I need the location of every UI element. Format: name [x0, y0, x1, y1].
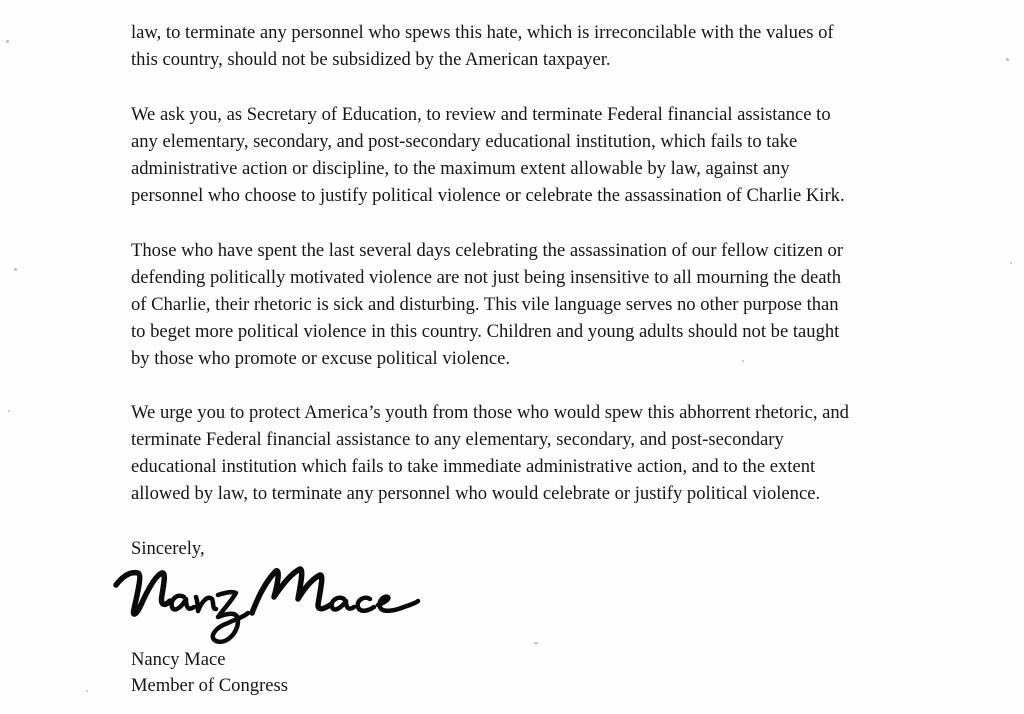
paragraph-line: to beget more political violence in this country. Children and young adults should not be taught [131, 321, 840, 342]
paragraph-line: law, to terminate any personnel who spews this hate, which is irreconcilable with the values of [131, 22, 834, 43]
paragraph-line: We ask you, as Secretary of Education, to review and terminate Federal financial assistance to [131, 104, 831, 125]
signer-title: Member of Congress [131, 675, 288, 696]
paragraph-line: Those who have spent the last several days celebrating the assassination of our fellow citizen or [131, 240, 844, 261]
paragraph-4 [131, 399, 961, 507]
scan-speck [8, 410, 10, 412]
paragraph-line: personnel who choose to justify political violence or celebrate the assassination of Charlie Kirk. [131, 185, 845, 206]
paragraph-line: administrative action or discipline, to the maximum extent allowable by law, against any [131, 158, 790, 179]
paragraph-line: allowed by law, to terminate any personnel who would celebrate or justify political violence. [131, 483, 821, 504]
paragraph-line: any elementary, secondary, and post-secondary educational institution, which fails to take [131, 131, 798, 152]
scan-speck [1006, 58, 1009, 61]
scan-speck [1010, 262, 1012, 264]
scan-speck [742, 360, 744, 362]
paragraph-line: defending politically motivated violence are not just being insensitive to all mourning the death [131, 267, 842, 288]
scan-speck [14, 268, 17, 271]
scan-speck [534, 642, 538, 644]
paragraph-1 [131, 19, 961, 73]
paragraph-line: by those who promote or excuse political violence. [131, 348, 511, 369]
paragraph-3 [131, 237, 961, 372]
paragraph-line: We urge you to protect America’s youth from those who would spew this abhorrent rhetoric, and [131, 402, 849, 423]
handwritten-signature [112, 557, 422, 647]
closing-salutation: Sincerely, [131, 538, 205, 559]
paragraph-2 [131, 101, 961, 209]
signer-name: Nancy Mace [131, 649, 226, 670]
scan-speck [86, 690, 88, 692]
paragraph-line: terminate Federal financial assistance to any elementary, secondary, and post-secondary [131, 429, 784, 450]
paragraph-line: of Charlie, their rhetoric is sick and disturbing. This vile language serves no other purpose than [131, 294, 839, 315]
paragraph-line: educational institution which fails to take immediate administrative action, and to the extent [131, 456, 816, 477]
paragraph-line: this country, should not be subsidized by the American taxpayer. [131, 49, 611, 70]
scan-speck [6, 40, 9, 43]
